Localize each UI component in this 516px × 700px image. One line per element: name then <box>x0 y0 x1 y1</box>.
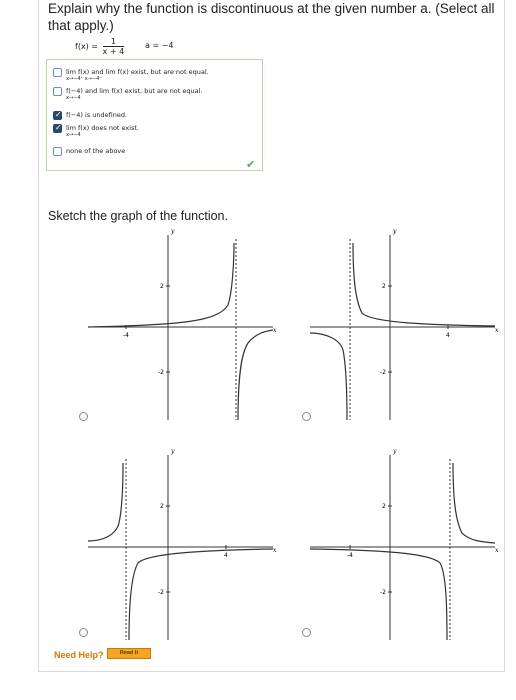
svg-text:2: 2 <box>160 283 164 290</box>
curve-left-branch <box>310 549 447 640</box>
svg-text:-2: -2 <box>158 589 164 596</box>
sketch-title: Sketch the graph of the function. <box>48 209 228 223</box>
fraction: $\frac{1}{x + 4}$ <box>102 37 125 56</box>
radio-graph-c[interactable] <box>79 628 88 637</box>
need-help-label: Need Help? <box>54 650 104 660</box>
graph-option-b <box>310 225 505 425</box>
svg-text:y: y <box>393 448 397 455</box>
svg-text:-2: -2 <box>380 369 386 376</box>
svg-text:-2: -2 <box>158 369 164 376</box>
answer-choices: lim f(x) and lim f(x) exist, but are not equal. x→−4⁺ x→−4⁻ f(−4) and lim f(x) exist, but are not equal. x→−4 ✓ f(−4) is undefined. ✓ lim f(x) does not exist. x→−4 none of the above <box>46 59 263 171</box>
svg-text:-4: -4 <box>123 332 129 339</box>
radio-graph-b[interactable] <box>302 412 311 421</box>
svg-text:4: 4 <box>446 332 450 339</box>
graph-option-a <box>88 225 288 425</box>
checkbox[interactable] <box>53 87 62 96</box>
question-text: Explain why the function is discontinuous at the given number a. (Select all that apply.) <box>48 1 495 33</box>
checkbox-checked[interactable] <box>53 124 62 133</box>
curve-right-branch <box>129 549 273 640</box>
svg-text:4: 4 <box>224 552 228 559</box>
svg-text:2: 2 <box>160 503 164 510</box>
curve-right-branch <box>238 330 273 420</box>
radio-graph-a[interactable] <box>79 412 88 421</box>
svg-text:x: x <box>273 327 277 334</box>
function-definition: f(x) = $\frac{1}{x + 4}$ <box>75 37 125 56</box>
svg-text:x: x <box>273 547 277 554</box>
svg-text:y: y <box>171 448 175 455</box>
curve-right-branch <box>453 463 495 543</box>
svg-text:y: y <box>393 228 397 235</box>
curve-left-branch <box>88 463 123 541</box>
read-it-button[interactable]: Read It <box>107 648 151 659</box>
checkbox[interactable] <box>53 147 62 156</box>
graph-option-d <box>310 445 505 645</box>
svg-text:-4: -4 <box>347 552 353 559</box>
curve-right-branch <box>353 243 495 326</box>
curve-left-branch <box>310 333 347 420</box>
svg-text:x: x <box>495 327 499 334</box>
svg-text:2: 2 <box>382 503 386 510</box>
a-value: a = −4 <box>145 41 174 50</box>
correct-check-icon: ✔ <box>246 159 256 171</box>
checkbox[interactable] <box>53 68 62 77</box>
svg-text:y: y <box>171 228 175 235</box>
radio-graph-d[interactable] <box>302 628 311 637</box>
graph-option-c <box>88 445 288 645</box>
svg-text:x: x <box>495 547 499 554</box>
checkbox-checked[interactable] <box>53 111 62 120</box>
svg-text:-2: -2 <box>380 589 386 596</box>
svg-text:2: 2 <box>382 283 386 290</box>
